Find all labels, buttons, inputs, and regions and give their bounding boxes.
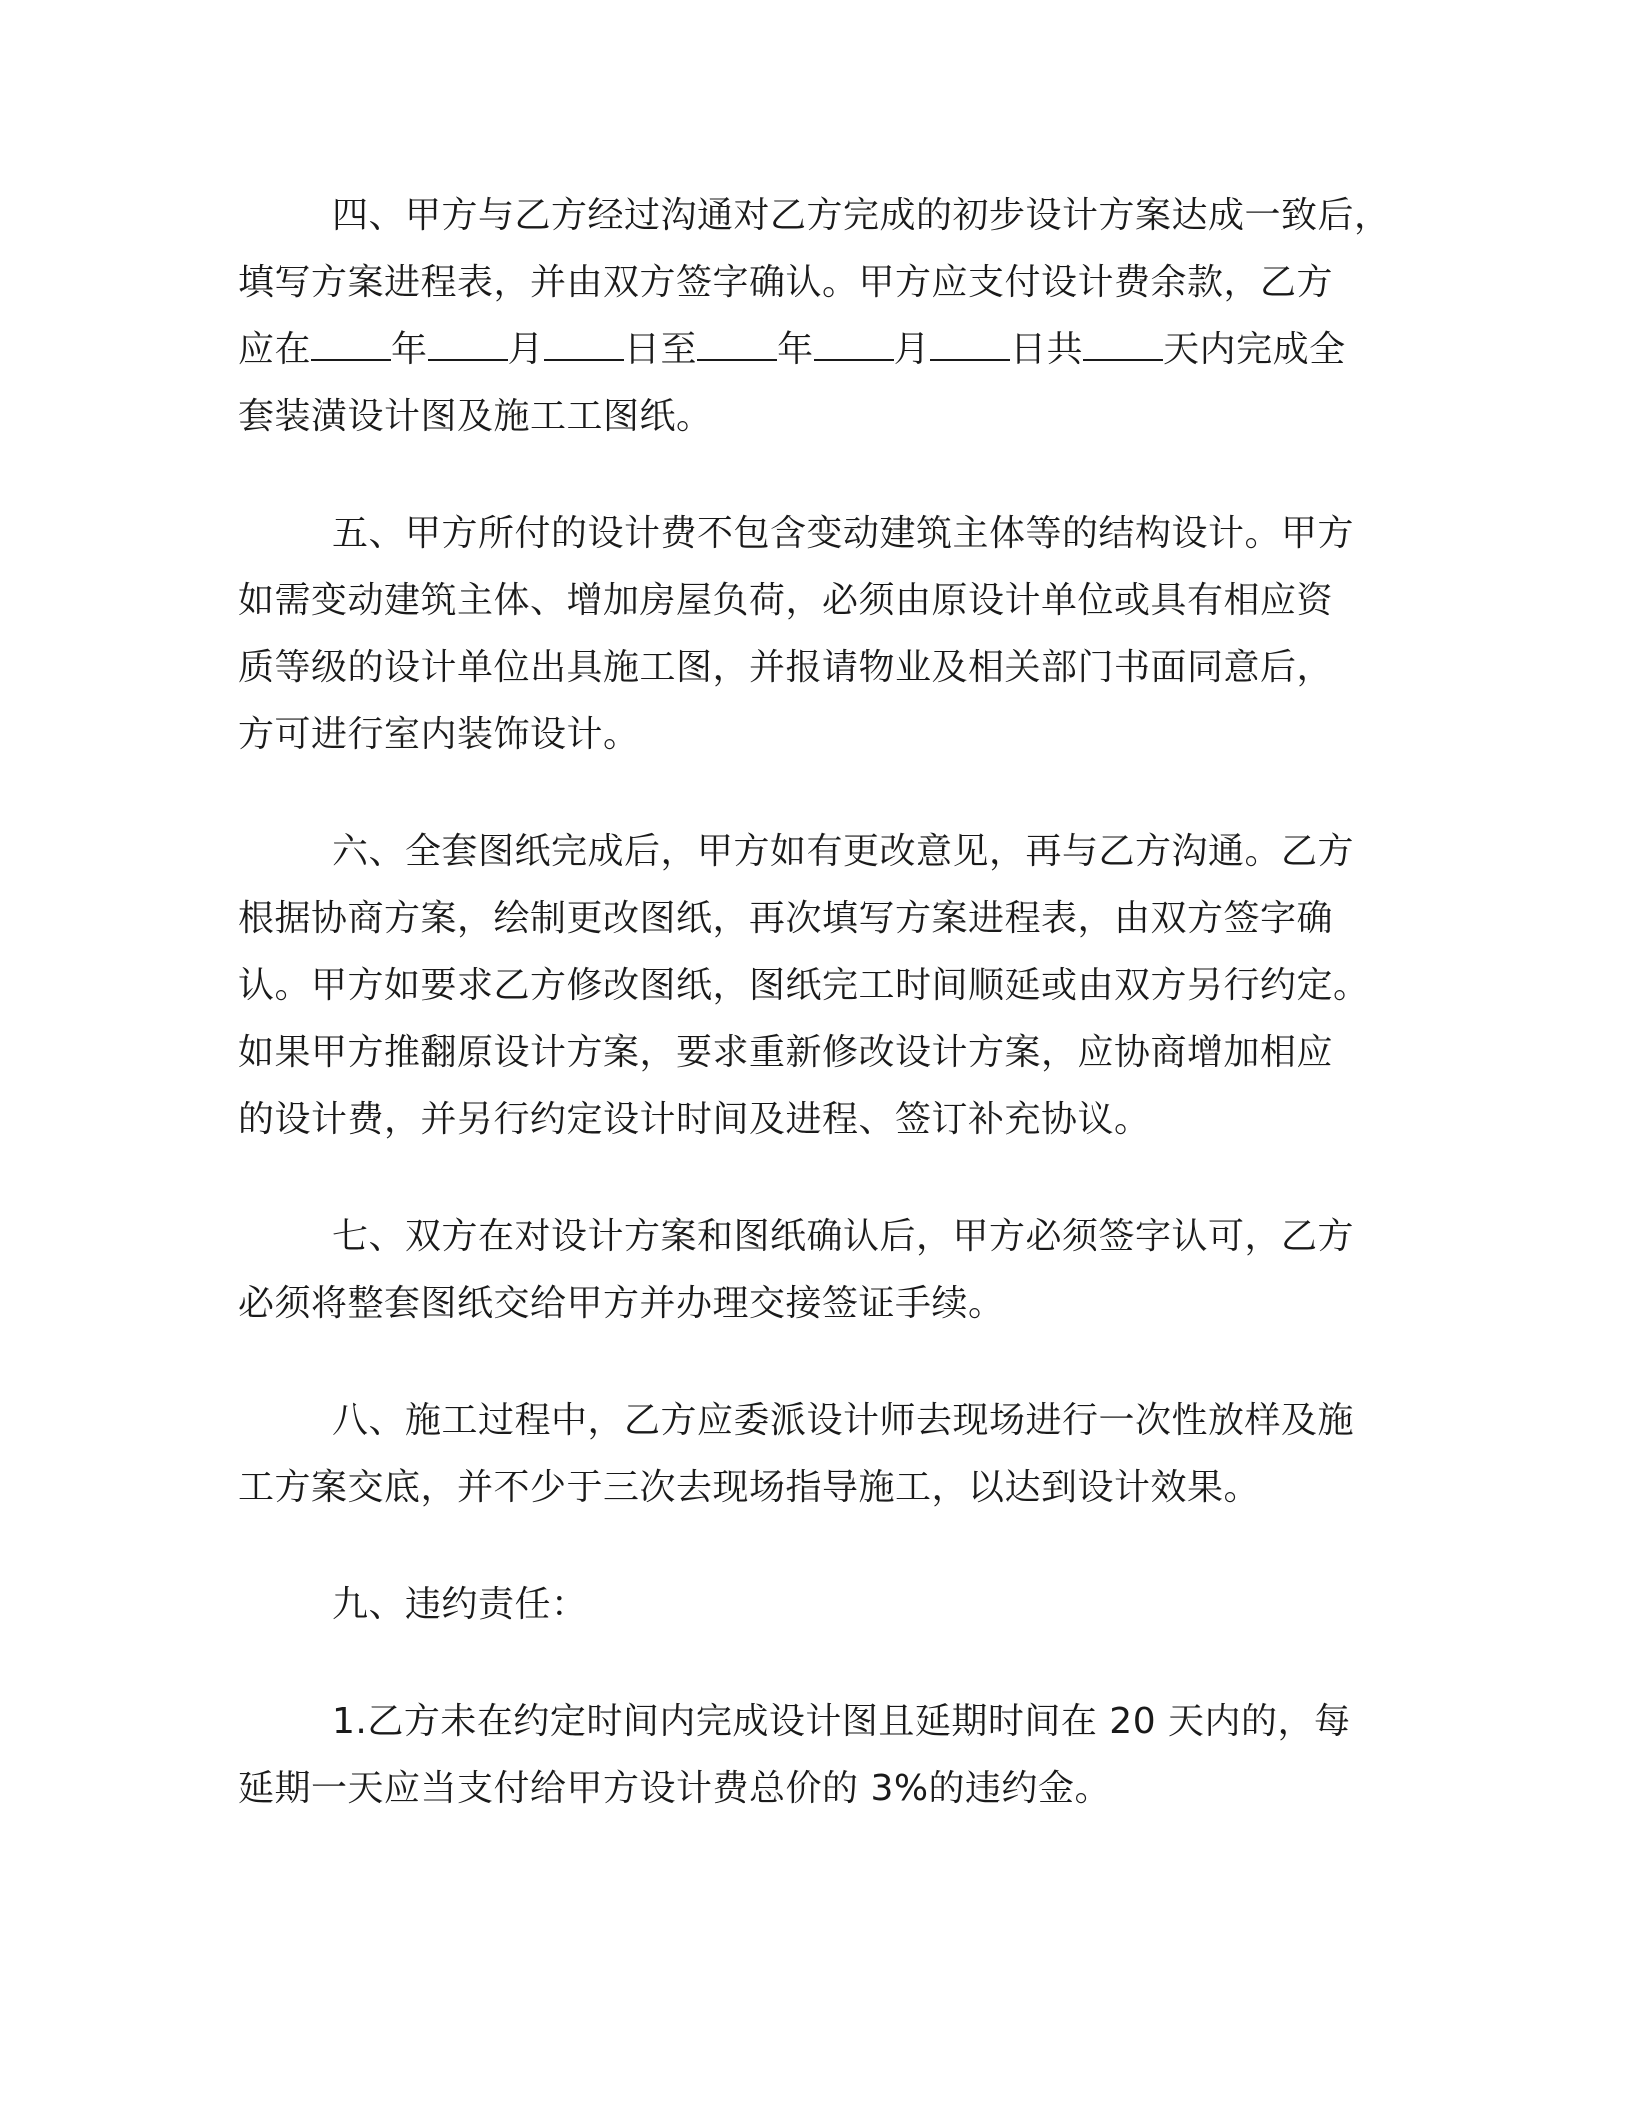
- text-fragment: 月: [507, 329, 545, 370]
- text-fragment: 年: [391, 329, 428, 370]
- document-body: [238, 182, 1403, 1872]
- text-line: 认。甲方如要求乙方修改图纸，图纸完工时间顺延或由双方另行约定。: [238, 965, 1370, 1006]
- text-line: 如需变动建筑主体、增加房屋负荷，必须由原设计单位或具有相应资: [238, 580, 1334, 621]
- text-line: 延期一天应当支付给甲方设计费总价的 3%的违约金。: [238, 1768, 1112, 1809]
- clause-4: [238, 182, 1403, 450]
- text-fragment: 天内完成全: [1163, 329, 1346, 370]
- text-line: 五、甲方所付的设计费不包含变动建筑主体等的结构设计。甲方: [332, 513, 1355, 554]
- text-line: 方可进行室内装饰设计。: [238, 714, 640, 755]
- text-fragment: 年: [777, 329, 814, 370]
- clause-8: [238, 1387, 1403, 1521]
- text-fragment: 日至: [624, 329, 698, 370]
- clause-5: [238, 500, 1403, 768]
- blank-field: [1083, 329, 1163, 361]
- text-line-with-blanks: [238, 316, 1403, 383]
- text-line: 1.乙方未在约定时间内完成设计图且延期时间在 20 天内的，每: [332, 1701, 1351, 1742]
- text-line: 六、全套图纸完成后，甲方如有更改意见，再与乙方沟通。乙方: [332, 831, 1355, 872]
- text-line: 必须将整套图纸交给甲方并办理交接签证手续。: [238, 1283, 1005, 1324]
- text-fragment: 应在: [238, 329, 312, 370]
- blank-field: [544, 329, 624, 361]
- text-line: 质等级的设计单位出具施工图，并报请物业及相关部门书面同意后，: [238, 647, 1334, 688]
- clause-9-heading: [238, 1571, 1403, 1638]
- clause-7: [238, 1203, 1403, 1337]
- text-fragment: 月: [893, 329, 931, 370]
- blank-field: [814, 329, 894, 361]
- clause-9-item-1: [238, 1688, 1403, 1822]
- clause-6: [238, 818, 1403, 1153]
- text-fragment: 日共: [1010, 329, 1084, 370]
- text-line: 的设计费，并另行约定设计时间及进程、签订补充协议。: [238, 1099, 1151, 1140]
- text-line: 根据协商方案，绘制更改图纸，再次填写方案进程表，由双方签字确: [238, 898, 1334, 939]
- text-line: 套装潢设计图及施工工图纸。: [238, 396, 713, 437]
- blank-field: [930, 329, 1010, 361]
- text-line: 七、双方在对设计方案和图纸确认后，甲方必须签字认可，乙方: [332, 1216, 1355, 1257]
- text-line: 如果甲方推翻原设计方案，要求重新修改设计方案，应协商增加相应: [238, 1032, 1334, 1073]
- blank-field: [697, 329, 777, 361]
- text-line: 四、甲方与乙方经过沟通对乙方完成的初步设计方案达成一致后，: [332, 195, 1391, 236]
- blank-field: [311, 329, 391, 361]
- text-line: 八、施工过程中，乙方应委派设计师去现场进行一次性放样及施: [332, 1400, 1355, 1441]
- text-line: 填写方案进程表，并由双方签字确认。甲方应支付设计费余款，乙方: [238, 262, 1334, 303]
- text-line: 工方案交底，并不少于三次去现场指导施工，以达到设计效果。: [238, 1467, 1261, 1508]
- text-line: 九、违约责任：: [332, 1584, 588, 1625]
- blank-field: [428, 329, 508, 361]
